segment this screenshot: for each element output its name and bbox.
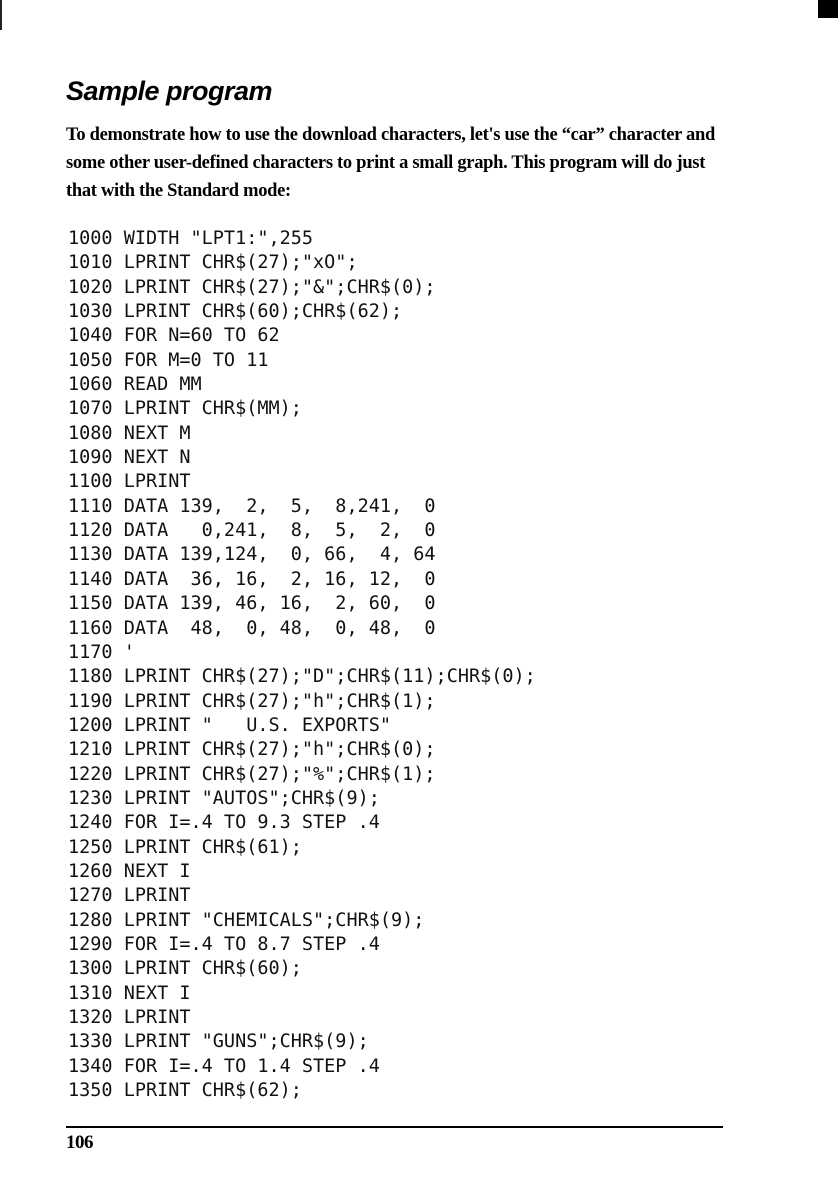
code-line: 1080 NEXT M — [68, 422, 191, 444]
intro-paragraph: To demonstrate how to use the download characters, let's use the “car” character and some other user-defined characters to print a small graph. This program will do just that with the Standard mode: — [66, 125, 715, 201]
footer-rule — [66, 1126, 723, 1128]
code-line: 1110 DATA 139, 2, 5, 8,241, 0 — [68, 495, 436, 517]
code-line: 1170 ' — [68, 641, 135, 663]
code-line: 1120 DATA 0,241, 8, 5, 2, 0 — [68, 520, 436, 542]
code-line: 1210 LPRINT CHR$(27);"h";CHR$(0); — [68, 739, 436, 761]
corner-tab-mark — [818, 0, 838, 18]
code-line: 1260 NEXT I — [68, 860, 191, 882]
code-line: 1270 LPRINT — [68, 885, 191, 907]
code-line: 1300 LPRINT CHR$(60); — [68, 958, 302, 980]
code-line: 1060 READ MM — [68, 374, 202, 396]
code-line: 1280 LPRINT "CHEMICALS";CHR$(9); — [68, 909, 425, 931]
code-line: 1040 FOR N=60 TO 62 — [68, 325, 280, 347]
code-line: 1230 LPRINT "AUTOS";CHR$(9); — [68, 787, 380, 809]
code-line: 1100 LPRINT — [68, 471, 191, 493]
code-line: 1200 LPRINT " U.S. EXPORTS" — [68, 714, 392, 736]
code-line: 1010 LPRINT CHR$(27);"xO"; — [68, 252, 358, 274]
code-line: 1190 LPRINT CHR$(27);"h";CHR$(1); — [68, 690, 436, 712]
code-line: 1150 DATA 139, 46, 16, 2, 60, 0 — [68, 593, 436, 615]
code-line: 1000 WIDTH "LPT1:",255 — [68, 228, 314, 249]
scan-edge-mark — [0, 0, 2, 30]
code-line: 1340 FOR I=.4 TO 1.4 STEP .4 — [68, 1055, 380, 1077]
code-line: 1030 LPRINT CHR$(60);CHR$(62); — [68, 301, 403, 323]
code-line: 1320 LPRINT — [68, 1007, 191, 1028]
code-line: 1130 DATA 139,124, 0, 66, 4, 64 — [68, 544, 436, 566]
program-listing — [68, 227, 536, 1103]
code-line: 1020 LPRINT CHR$(27);"&";CHR$(0); — [68, 276, 436, 298]
code-line: 1240 FOR I=.4 TO 9.3 STEP .4 — [68, 812, 380, 834]
code-line: 1290 FOR I=.4 TO 8.7 STEP .4 — [68, 933, 380, 955]
code-line: 1140 DATA 36, 16, 2, 16, 12, 0 — [68, 568, 436, 590]
code-line: 1180 LPRINT CHR$(27);"D";CHR$(11);CHR$(0); — [68, 666, 536, 688]
code-line: 1330 LPRINT "GUNS";CHR$(9); — [68, 1031, 369, 1053]
page-number: 106 — [66, 1132, 93, 1153]
code-line: 1090 NEXT N — [68, 447, 191, 469]
code-line: 1070 LPRINT CHR$(MM); — [68, 398, 302, 420]
code-line: 1160 DATA 48, 0, 48, 0, 48, 0 — [68, 617, 436, 639]
section-heading: Sample program — [66, 76, 273, 106]
code-line: 1250 LPRINT CHR$(61); — [68, 836, 302, 858]
code-line: 1050 FOR M=0 TO 11 — [68, 349, 269, 371]
code-line: 1350 LPRINT CHR$(62); — [68, 1080, 302, 1102]
code-line: 1310 NEXT I — [68, 982, 191, 1004]
code-line: 1220 LPRINT CHR$(27);"%";CHR$(1); — [68, 763, 436, 785]
